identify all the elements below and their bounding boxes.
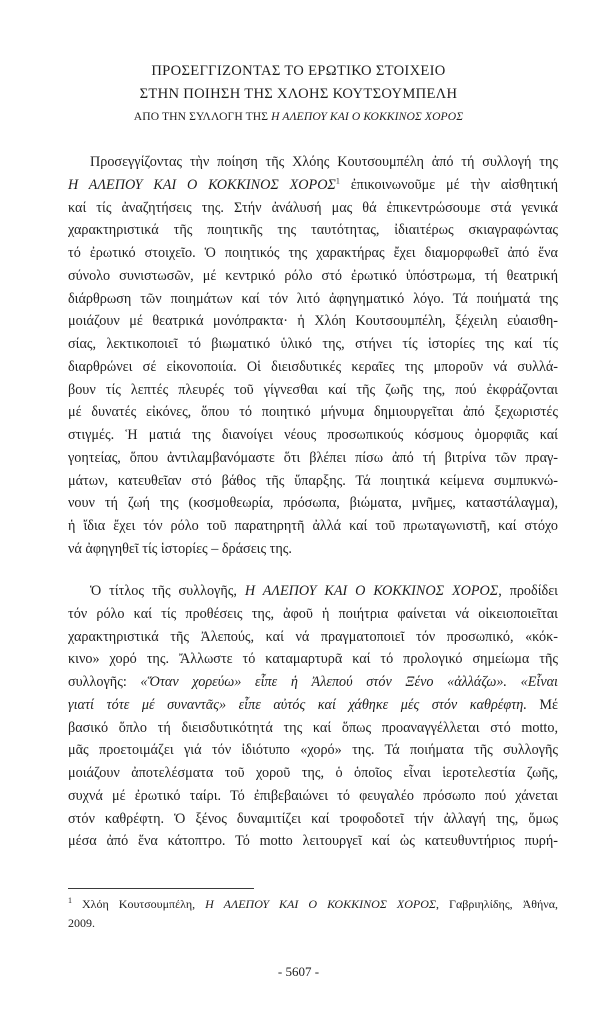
text-line: στόν καθρέφτη. Ὁ ξένος δυναμιτίζει καί τροφοδοτεῖ τήν ἀλλαγή της, ὅμως xyxy=(68,810,558,827)
book-title-ref: Η ΑΛΕΠΟΥ ΚΑΙ Ο ΚΟΚΚΙΝΟΣ ΧΟΡΟΣ xyxy=(244,583,499,599)
text-line: μάτων, κατευθεῖαν στό βάθος τῆς ὕπαρξης. Τά ποιητικά κείμενα συμπυκνώ- xyxy=(68,472,558,489)
title-line-1: ΠΡΟΣΕΓΓΙΖΟΝΤΑΣ ΤΟ ΕΡΩΤΙΚΟ ΣΤΟΙΧΕΙΟ xyxy=(151,63,446,79)
text-line: καί τίς ἀναζητήσεις της. Στήν ἀνάλυσή μας θά ἐπικεντρώσουμε στά γενικά xyxy=(68,199,558,216)
text-line xyxy=(68,174,558,197)
text-line: γοητείας, ὅπου ἀντιλαμβανόμαστε ὅτι βλέπει πίσω ἀπό τή βιτρίνα τῶν πραγ- xyxy=(68,449,558,466)
text-line: μέ δυνατές εἰκόνες, ὅπου τό ποιητικό μήνυμα δημιουργεῖται ἀπό ξεχωριστές xyxy=(68,404,558,421)
text-line: νά ἀφηγηθεῖ τίς ἱστορίες – δράσεις της. xyxy=(68,540,292,557)
text-line: τό ἐρωτικό στοιχεῖο. Ὁ ποιητικός της χαρακτήρας ἔχει διαμορφωθεῖ ἀπό ἕνα xyxy=(68,245,558,261)
text-line: μέσα ἀπό ἕνα κάτοπτρο. Τό motto λειτουργεῖ καί ὡς κατευθυντήριος πυρή- xyxy=(68,833,558,850)
text-line: χαρακτηριστικά τῆς Ἀλεπούς, καί νά πραγματοποιεῖ τόν προσωπικό, «κόκ- xyxy=(68,628,558,645)
text-line: χαρακτηριστικά τῆς ποιητικῆς της ταυτότητας, ἰδιαιτέρως σκιαγραφώντας xyxy=(68,222,558,239)
text-line xyxy=(68,694,558,717)
text-line: σίας, λεκτικοποιεῖ τό βιωματικό ὑλικό της, στήνει τίς ἱστορίες της καί τίς xyxy=(68,336,558,352)
text-line: Προσεγγίζοντας τὴν ποίηση τῆς Χλόης Κουτσουμπέλη ἀπό τή συλλογή της xyxy=(90,154,558,170)
page-number: - 5607 - xyxy=(277,964,320,979)
text-line: σύνολο συνιστωσῶν, μέ κεντρικό ρόλο στό ἐρωτικό ὑπόστρωμα, τή θεατρική xyxy=(68,267,558,284)
text-fragment: ἐπικοινωνοῦμε μέ τὴν αἰσθητική xyxy=(339,176,558,193)
subtitle xyxy=(0,108,597,126)
footnote-marker: 1 xyxy=(68,896,72,905)
text-line: διάρθρωση τῶν ποιημάτων καί τόν λιτό ἀφηγηματικό λόγο. Τά ποιήματά της xyxy=(68,290,558,307)
text-fragment: Χλόη Κουτσουμπέλη, xyxy=(72,897,206,911)
text-line: συχνά μέ ἐρωτικό ταίρι. Τό ἐπιβεβαιώνει τό φευγαλέο πρόσωπο πού χάνεται xyxy=(68,787,558,804)
text-fragment: Ὁ τίτλος τῆς συλλογῆς, xyxy=(90,583,245,599)
book-title-ref: Η ΑΛΕΠΟΥ ΚΑΙ Ο ΚΟΚΚΙΝΟΣ ΧΟΡΟΣ xyxy=(205,897,437,911)
title-line-2: ΣΤΗΝ ΠΟΙΗΣΗ ΤΗΣ ΧΛΟΗΣ ΚΟΥΤΣΟΥΜΠΕΛΗ xyxy=(139,86,458,102)
text-line: διαρθρώνει σέ εἰκονοποιία. Οἱ διεισδυτικές κεραῖες της μποροῦν νά συλλά- xyxy=(68,358,558,375)
paragraph-1 xyxy=(68,151,558,561)
footnote-ref: 1 xyxy=(335,176,340,186)
subtitle-prefix: ΑΠΟ ΤΗΝ ΣΥΛΛΟΓΗ ΤΗΣ xyxy=(133,110,272,123)
quote-fragment: γιατί τότε μέ συναντᾶς» εἶπε αὐτός καί χάθηκε μές στόν καθρέφτη. xyxy=(68,696,527,713)
text-fragment: Μέ xyxy=(526,696,558,713)
footnote-divider xyxy=(68,888,254,889)
footnote-line xyxy=(68,895,558,914)
text-fragment: συλλογῆς: xyxy=(68,674,141,690)
text-line: ἡ ἴδια ἔχει τόν ρόλο τοῦ παρατηρητῆ ἀλλά καί τοῦ πρωταγωνιστῆ, καί στόχο xyxy=(68,518,558,534)
text-fragment: , Γαβριηλίδης, Ἀθήνα, xyxy=(436,897,558,911)
text-line: τόν ρόλο καί τίς προθέσεις της, ἀφοῦ ἡ ποιήτρια φαίνεται νά οἰκειοποιεῖται xyxy=(68,605,558,622)
text-line: στιγμές. Ἡ ματιά της διανοίγει νέους προσωπικούς κόσμους ὀμορφιᾶς καί xyxy=(68,427,558,443)
text-line: μοιάζουν μέ θεατρικά μονόπρακτα· ἡ Χλόη Κουτσουμπέλη, ξέχειλη εὐαισθη- xyxy=(68,313,558,330)
text-line: νουν τή ζωή της (κοσμοθεωρία, πρόσωπα, βιώματα, μνῆμες, καταστάλαγμα), xyxy=(68,495,558,512)
text-line xyxy=(68,671,558,694)
text-line: βασικό ὅπλο τή διεισδυτικότητά της καί ὅπως προαναγγέλλεται στό motto, xyxy=(68,719,558,736)
text-line: βουν τίς λεπτές πλευρές τοῦ γίγνεσθαι καί τῆς ζωῆς της, πού ἐκφράζονται xyxy=(68,381,558,398)
chapter-heading xyxy=(0,60,597,126)
quote-fragment: «Ὅταν χορεύω» εἶπε ἡ Ἀλεπού στόν Ξένο «ἀλλάζω». «Εἶναι xyxy=(140,674,558,690)
subtitle-book-title: Η ΑΛΕΠΟΥ ΚΑΙ Ο ΚΟΚΚΙΝΟΣ ΧΟΡΟΣ xyxy=(271,110,464,123)
footnote xyxy=(68,895,558,933)
book-title-ref: Η ΑΛΕΠΟΥ ΚΑΙ Ο ΚΟΚΚΙΝΟΣ ΧΟΡΟΣ xyxy=(68,176,336,193)
text-line: μᾶς προετοιμάζει γιά τόν ἰδιότυπο «χορό» της. Τά ποιήματα τῆς συλλογῆς xyxy=(68,742,558,759)
paragraph-2 xyxy=(68,580,558,853)
footnote-line: 2009. xyxy=(68,916,95,930)
text-line: κινο» χορό της. Ἄλλωστε τό καταμαρτυρᾶ καί τό προλογικό σημείωμα τῆς xyxy=(68,651,558,668)
text-line: μοιάζουν ἀποτελέσματα τοῦ χοροῦ της, ὁ ὁποῖος εἶναι ἱεροτελεστία ζωῆς, xyxy=(68,765,558,781)
text-line xyxy=(68,580,558,603)
text-fragment: , προδίδει xyxy=(498,583,558,599)
